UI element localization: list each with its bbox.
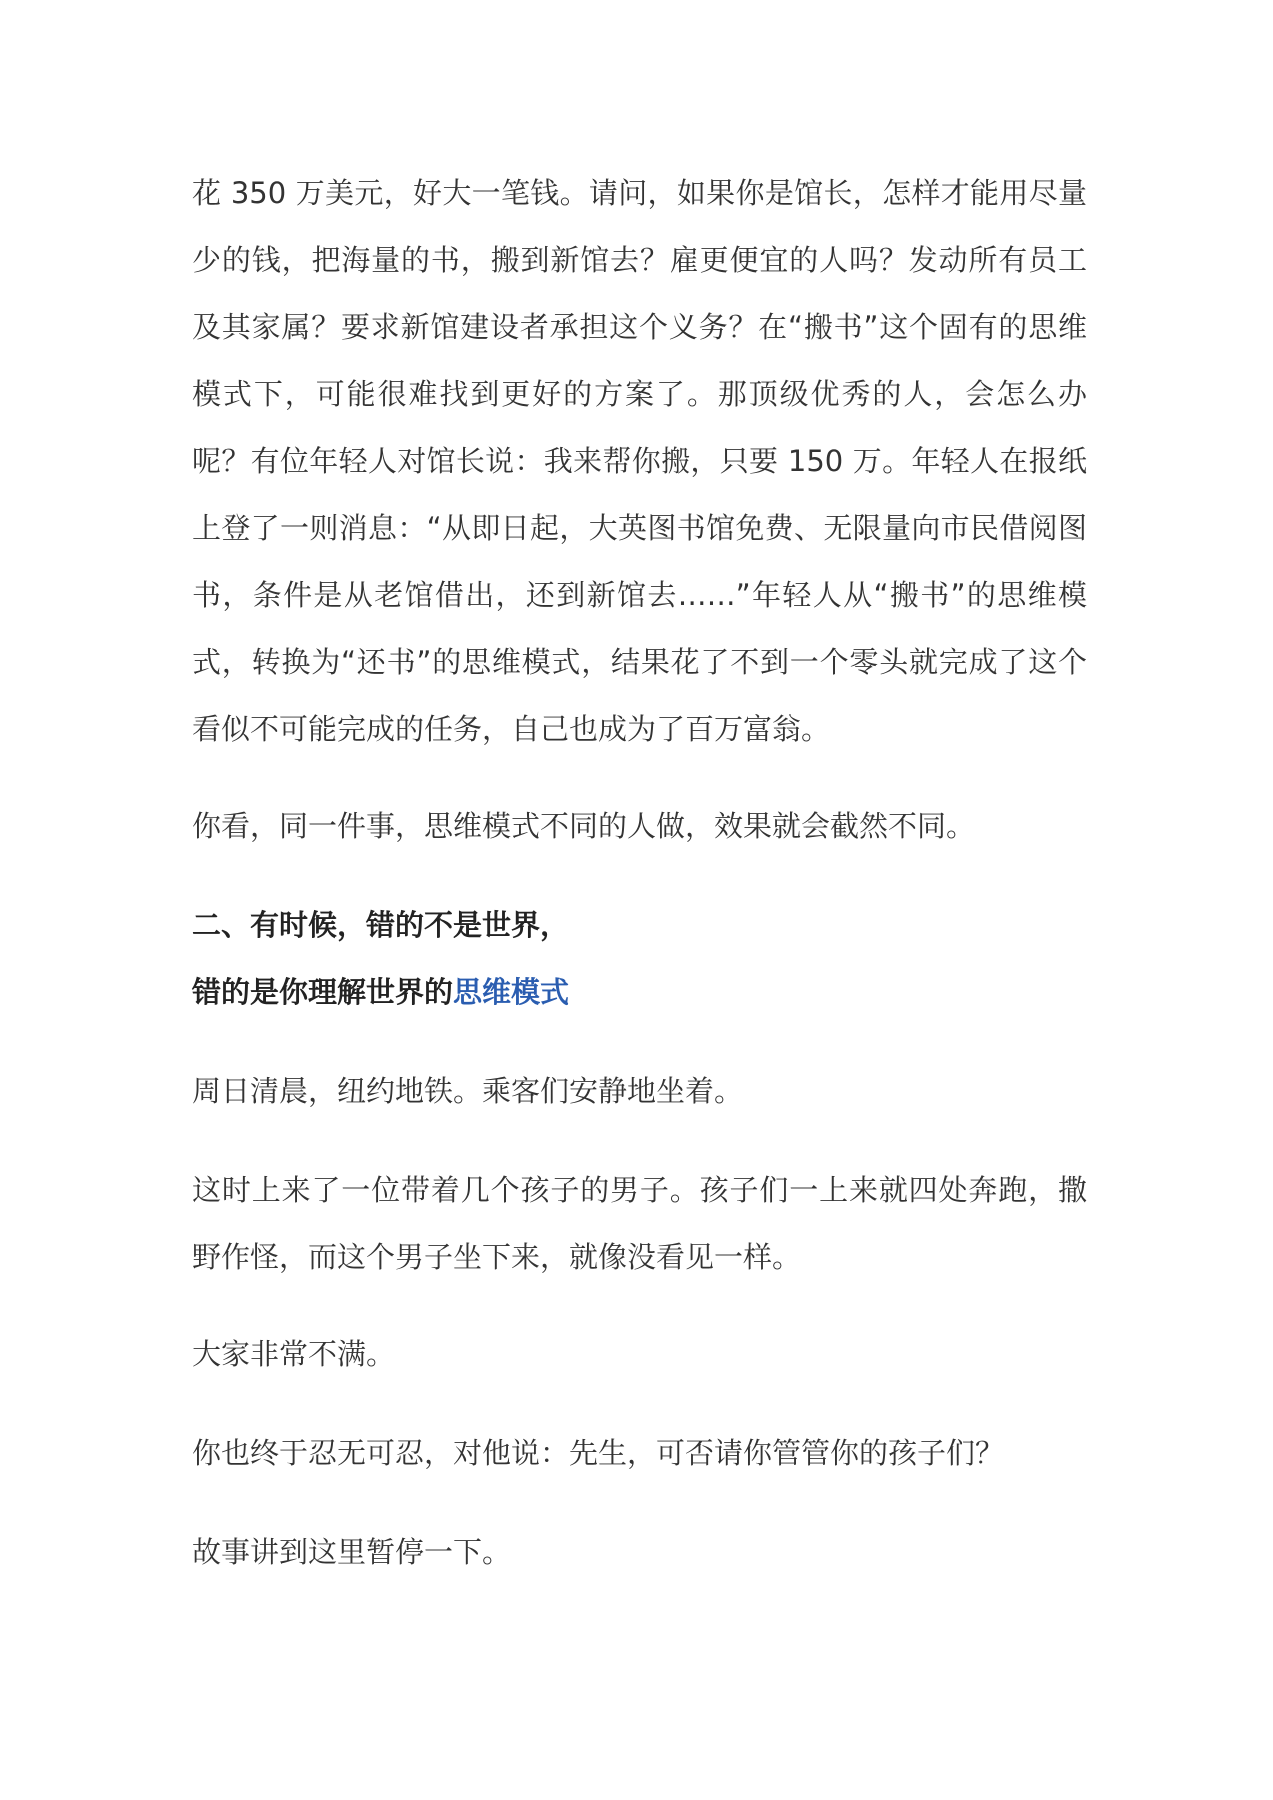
section-heading-line1: 二、有时候，错的不是世界， (192, 908, 570, 942)
paragraph-request: 你也终于忍无可忍，对他说：先生，可否请你管管你的孩子们？ (192, 1436, 1005, 1470)
paragraph-subway: 周日清晨，纽约地铁。乘客们安静地坐着。 (192, 1074, 744, 1108)
section-heading (192, 892, 1087, 1026)
section-heading-prefix: 错的是你理解世界的 (192, 975, 454, 1009)
article-body (192, 160, 1087, 1618)
paragraph-pause: 故事讲到这里暂停一下。 (192, 1535, 512, 1569)
section-heading-accent: 思维模式 (453, 975, 570, 1009)
paragraph-library-story: 花 350 万美元，好大一笔钱。请问，如果你是馆长，怎样才能用尽量少的钱，把海量的书，搬到新馆去？雇更便宜的人吗？发动所有员工及其家属？要求新馆建设者承担这个义务？在“搬书”这个固有的思维模式下，可能很难找到更好的方案了。那顶级优秀的人，会怎么办呢？有位年轻人对馆长说：我来帮你搬，只要 150 万。年轻人在报纸上登了一则消息：“从即日起，大英图书馆免费、无限量向市民借阅图书，条件是从老馆借出，还到新馆去……”年轻人从“搬书”的思维模式，转换为“还书”的思维模式，结果花了不到一个零头就完成了这个看似不可能完成的任务，自己也成为了百万富翁。 (192, 176, 1087, 746)
paragraph-unhappy: 大家非常不满。 (192, 1337, 396, 1371)
paragraph-conclusion: 你看，同一件事，思维模式不同的人做，效果就会截然不同。 (192, 809, 976, 843)
paragraph-man-with-children: 这时上来了一位带着几个孩子的男子。孩子们一上来就四处奔跑，撒野作怪，而这个男子坐下来，就像没看见一样。 (192, 1173, 1087, 1274)
section-heading-line2 (192, 959, 1087, 1026)
